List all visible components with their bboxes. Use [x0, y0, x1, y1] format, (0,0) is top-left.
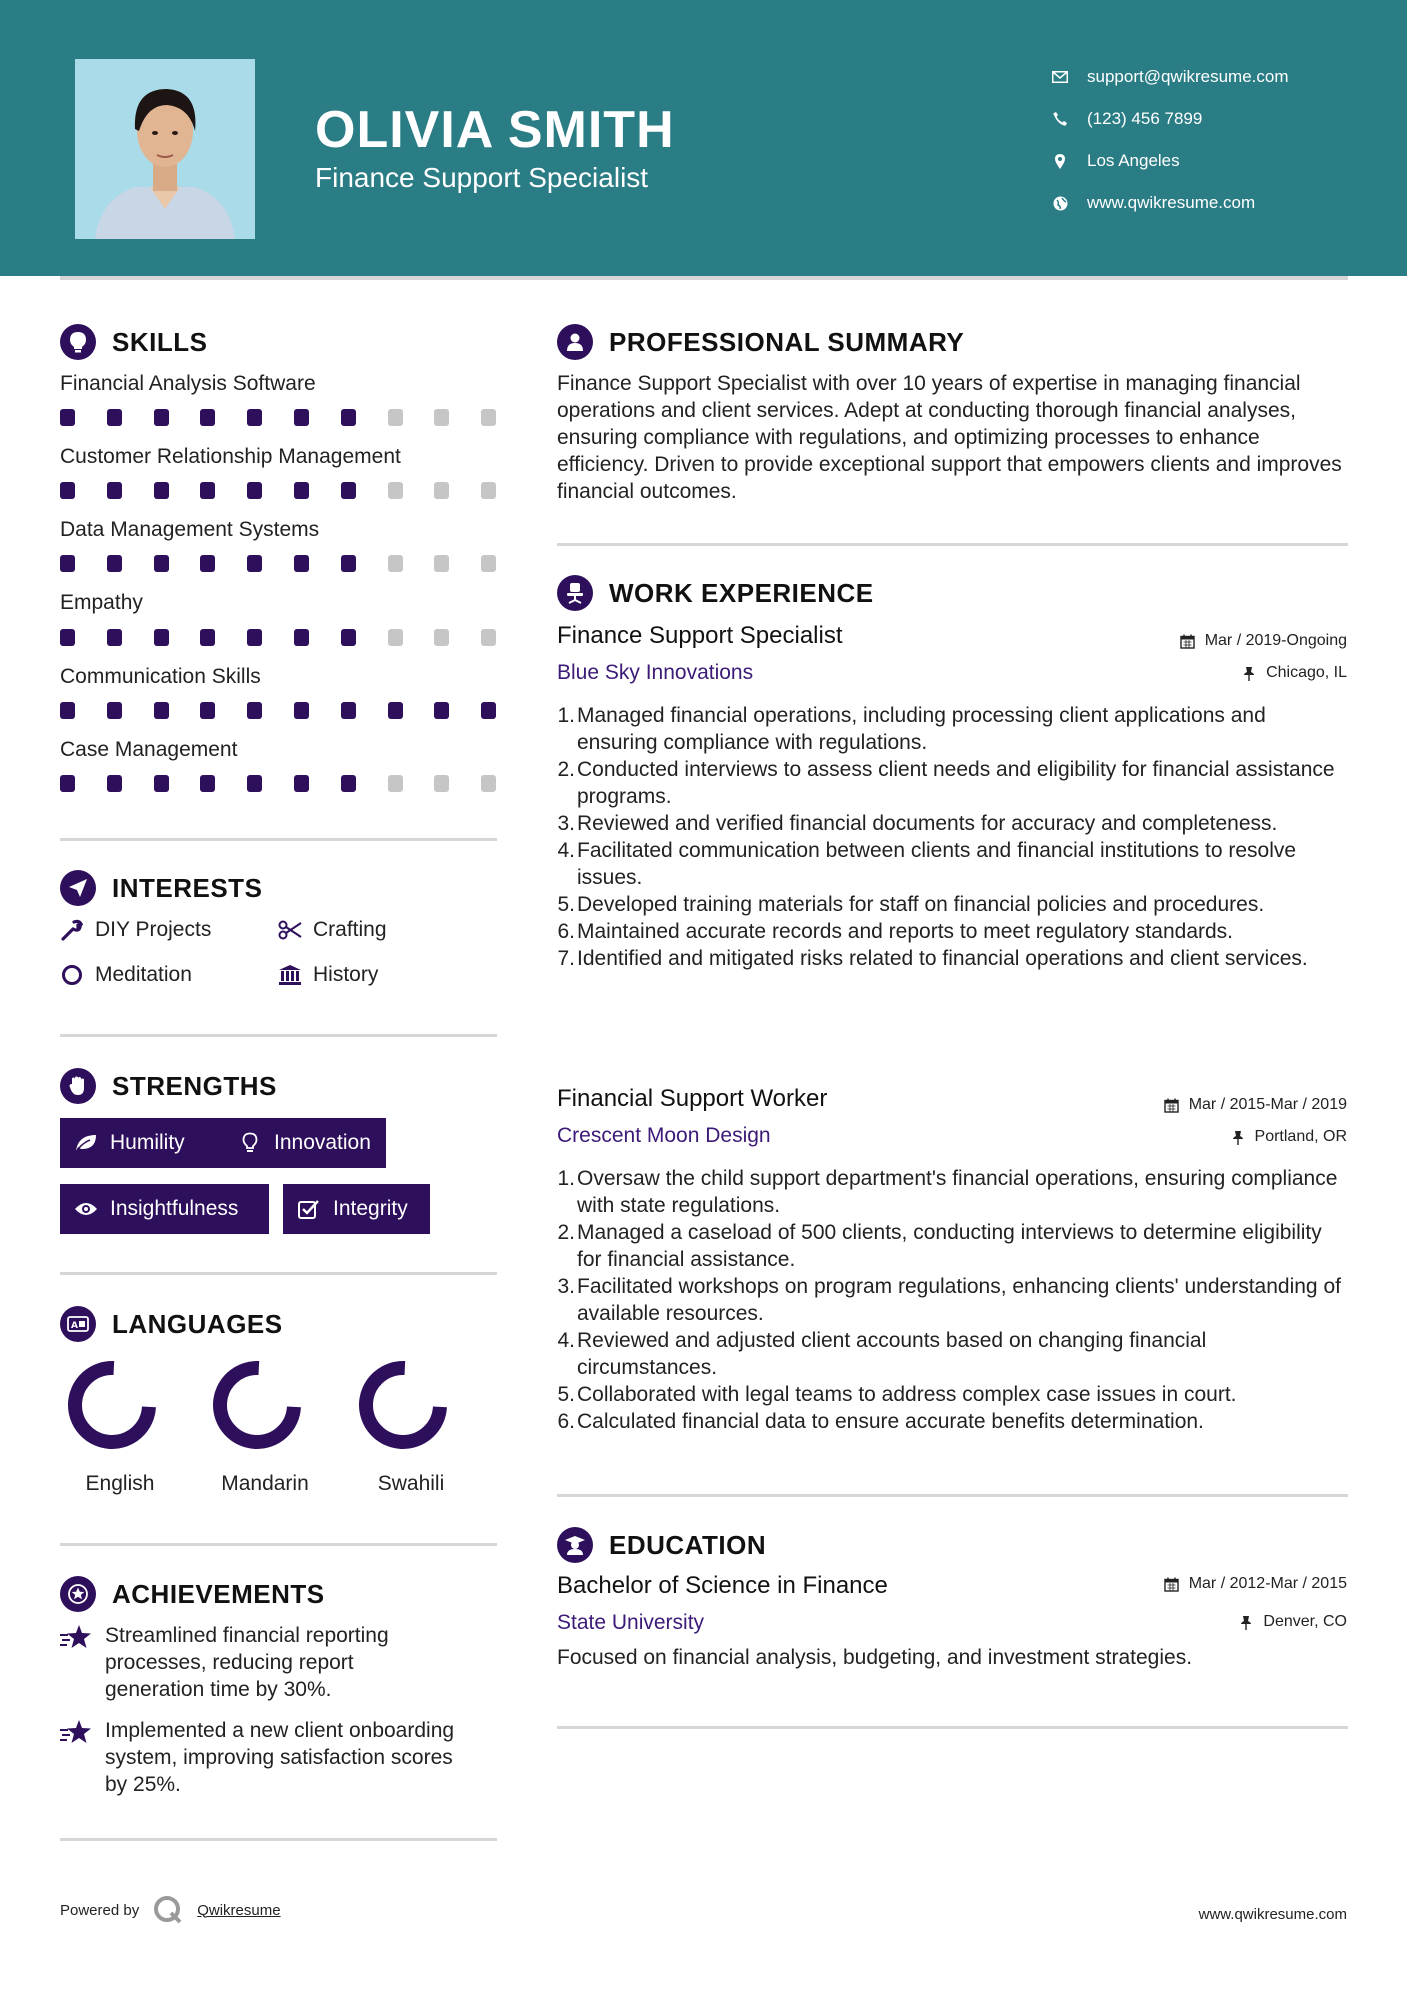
- duty-text: Reviewed and adjusted client accounts based on changing financial circumstances.: [577, 1329, 1207, 1379]
- skill-dot-filled: [247, 702, 262, 719]
- skill-dot-filled: [107, 555, 122, 572]
- section-divider: [60, 838, 497, 841]
- duty-item: [557, 945, 1347, 972]
- duty-number: 7.: [557, 947, 575, 970]
- skill-dot-filled: [247, 482, 262, 499]
- skill-dot-filled: [200, 482, 215, 499]
- duty-text: Identified and mitigated risks related to financial operations and client services.: [577, 947, 1308, 970]
- education-description: Focused on financial analysis, budgeting, and investment strategies.: [557, 1646, 1193, 1669]
- languages-title: LANGUAGES: [112, 1308, 283, 1339]
- degree-title: Bachelor of Science in Finance: [557, 1572, 888, 1599]
- job-duties: [557, 702, 1347, 972]
- interest-label: History: [313, 963, 379, 986]
- job-dates: [1164, 1096, 1347, 1114]
- duty-text: Developed training materials for staff on financial policies and procedures.: [577, 893, 1265, 916]
- duty-text: Facilitated communication between clients and financial institutions to resolve issues.: [577, 839, 1297, 889]
- skill-dot-filled: [154, 702, 169, 719]
- language-gauges: [60, 1352, 510, 1462]
- skill-dot-filled: [341, 409, 356, 426]
- skill-name: Financial Analysis Software: [60, 372, 316, 395]
- skill-dot-filled: [341, 775, 356, 792]
- strength-label: Innovation: [274, 1131, 371, 1154]
- duty-number: 6.: [557, 1410, 575, 1433]
- circle-icon: [60, 963, 84, 987]
- achievement-text: Streamlined financial reporting processes, reducing report generation time by 30%.: [105, 1624, 389, 1701]
- duty-item: [557, 702, 1347, 756]
- skill-dot-empty: [481, 555, 496, 572]
- strength-tag: [60, 1184, 269, 1234]
- section-divider: [60, 1838, 497, 1841]
- strength-label: Insightfulness: [110, 1197, 239, 1220]
- pushpin-icon: [1238, 1614, 1254, 1630]
- duty-number: 5.: [557, 893, 575, 916]
- skill-dot-filled: [154, 482, 169, 499]
- duty-number: 4.: [557, 1329, 575, 1352]
- interests-heading: [60, 870, 262, 906]
- education-location-text: Denver, CO: [1263, 1613, 1347, 1630]
- skill-dot-filled: [107, 775, 122, 792]
- skill-dot-filled: [200, 409, 215, 426]
- strength-label: Integrity: [333, 1197, 408, 1220]
- summary-title: PROFESSIONAL SUMMARY: [609, 326, 965, 357]
- skill-dot-filled: [341, 482, 356, 499]
- contact-location: [1050, 140, 1289, 182]
- duty-text: Collaborated with legal teams to address complex case issues in court.: [577, 1383, 1237, 1406]
- skill-dot-filled: [247, 555, 262, 572]
- skill-dot-filled: [341, 555, 356, 572]
- qwikresume-link[interactable]: Qwikresume: [197, 1901, 281, 1919]
- office-chair-icon: [557, 575, 593, 611]
- achievement-item: [60, 1622, 455, 1703]
- interest-item: [60, 918, 211, 942]
- skill-dots: [60, 409, 528, 426]
- qwikresume-logo-icon: [153, 1895, 183, 1925]
- experience-title: WORK EXPERIENCE: [609, 577, 874, 608]
- duty-item: [557, 891, 1347, 918]
- duty-number: 6.: [557, 920, 575, 943]
- skill-dot-filled: [247, 775, 262, 792]
- skill-dot-filled: [107, 629, 122, 646]
- skill-dot-empty: [388, 409, 403, 426]
- profile-photo: [75, 59, 255, 239]
- skill-dots: [60, 775, 528, 792]
- envelope-icon: [1050, 67, 1070, 87]
- duty-number: 5.: [557, 1383, 575, 1406]
- skill-dots: [60, 629, 528, 646]
- skill-dot-filled: [247, 409, 262, 426]
- contact-list: [1050, 56, 1289, 224]
- duty-text: Maintained accurate records and reports to meet regulatory standards.: [577, 920, 1234, 943]
- interests-title: INTERESTS: [112, 872, 263, 903]
- skill-dot-filled: [60, 629, 75, 646]
- job-dates-text: Mar / 2019-Ongoing: [1204, 632, 1347, 649]
- duty-item: [557, 1408, 1347, 1435]
- duty-number: 1.: [557, 704, 575, 727]
- strength-tag: [60, 1118, 248, 1168]
- skill-dot-filled: [60, 555, 75, 572]
- strength-tag: [224, 1118, 386, 1168]
- skill-dot-empty: [481, 629, 496, 646]
- skill-dot-filled: [60, 409, 75, 426]
- skill-dot-empty: [481, 482, 496, 499]
- job-dates-text: Mar / 2015-Mar / 2019: [1188, 1096, 1347, 1113]
- language-gauge-arc: [366, 1368, 440, 1442]
- paper-plane-icon: [60, 870, 96, 906]
- duty-text: Managed financial operations, including processing client applications and ensuring compliance with regulations.: [577, 704, 1266, 754]
- section-divider: [557, 543, 1348, 546]
- skill-name: Data Management Systems: [60, 518, 320, 541]
- language-gauge: [366, 1368, 440, 1442]
- languages-heading: [60, 1306, 283, 1342]
- language-gauge-arc: [75, 1368, 149, 1442]
- language-gauge: [220, 1368, 294, 1442]
- skill-dot-empty: [434, 775, 449, 792]
- graduate-icon: [557, 1527, 593, 1563]
- duty-text: Reviewed and verified financial documents for accuracy and completeness.: [577, 812, 1278, 835]
- globe-icon: [1050, 193, 1070, 213]
- footer-website[interactable]: www.qwikresume.com: [1198, 1906, 1347, 1923]
- shooting-star-icon: [60, 1717, 94, 1747]
- interest-item: [278, 918, 387, 942]
- candidate-role: Finance Support Specialist: [315, 162, 649, 193]
- strength-tag: [283, 1184, 430, 1234]
- skill-dot-filled: [388, 702, 403, 719]
- interest-item: [60, 963, 192, 987]
- duty-text: Conducted interviews to assess client needs and eligibility for financial assistance programs.: [577, 758, 1335, 808]
- job-dates: [1180, 632, 1347, 650]
- phone-icon: [1050, 109, 1070, 129]
- skill-dot-empty: [388, 482, 403, 499]
- skill-dot-empty: [481, 409, 496, 426]
- duty-text: Oversaw the child support department's financial operations, ensuring compliance with state regulations.: [577, 1167, 1338, 1217]
- job-duties: [557, 1165, 1347, 1435]
- language-card-icon: [60, 1306, 96, 1342]
- duty-number: 4.: [557, 839, 575, 862]
- header-divider: [60, 276, 1348, 280]
- company-name: Blue Sky Innovations: [557, 661, 754, 684]
- skills-title: SKILLS: [112, 326, 208, 357]
- skill-dot-filled: [107, 702, 122, 719]
- skill-dot-empty: [434, 409, 449, 426]
- wrench-icon: [60, 918, 84, 942]
- section-divider: [60, 1034, 497, 1037]
- language-gauge: [75, 1368, 149, 1442]
- scissors-icon: [278, 918, 302, 942]
- duty-number: 3.: [557, 1275, 575, 1298]
- experience-heading: [557, 575, 874, 611]
- skill-dot-empty: [434, 629, 449, 646]
- calendar-icon: [1164, 1097, 1180, 1113]
- achievements-title: ACHIEVEMENTS: [112, 1578, 325, 1609]
- section-divider: [557, 1494, 1348, 1497]
- skill-dot-filled: [154, 629, 169, 646]
- contact-phone-text: (123) 456 7899: [1087, 109, 1203, 128]
- skill-dots: [60, 482, 528, 499]
- lightbulb-icon: [238, 1131, 262, 1155]
- skill-dot-filled: [60, 775, 75, 792]
- strength-label: Humility: [110, 1131, 185, 1154]
- user-icon: [557, 324, 593, 360]
- skill-dot-filled: [107, 482, 122, 499]
- skill-dot-empty: [434, 555, 449, 572]
- skill-dot-filled: [481, 702, 496, 719]
- skill-dot-filled: [60, 482, 75, 499]
- footer-powered-by: [60, 1895, 281, 1925]
- skill-dot-filled: [154, 555, 169, 572]
- skill-dot-filled: [154, 775, 169, 792]
- duty-item: [557, 810, 1347, 837]
- skill-dot-filled: [341, 702, 356, 719]
- summary-text: Finance Support Specialist with over 10 years of expertise in managing financial operations and client services. Adept at conducting thorough financial analyses, ensuring compliance with regulations, and optimizing processes to enhance efficiency. Driven to provide exceptional support that empowers clients and improves financial outcomes.: [557, 372, 1342, 503]
- language-name: English: [85, 1472, 155, 1495]
- duty-item: [557, 756, 1347, 810]
- education-heading: [557, 1527, 766, 1563]
- skill-dot-filled: [294, 629, 309, 646]
- resume-header: [0, 0, 1407, 276]
- duty-number: 2.: [557, 758, 575, 781]
- education-dates: [1164, 1575, 1347, 1593]
- calendar-icon: [1164, 1576, 1180, 1592]
- skill-name: Communication Skills: [60, 665, 261, 688]
- education-dates-text: Mar / 2012-Mar / 2015: [1188, 1575, 1347, 1592]
- job-title: Financial Support Worker: [557, 1085, 828, 1112]
- language-name: Swahili: [377, 1472, 445, 1495]
- interest-label: Meditation: [95, 963, 192, 986]
- contact-email-text: support@qwikresume.com: [1087, 67, 1289, 86]
- skill-dot-empty: [481, 775, 496, 792]
- duty-text: Calculated financial data to ensure accurate benefits determination.: [577, 1410, 1204, 1433]
- contact-location-text: Los Angeles: [1087, 151, 1180, 170]
- shooting-star-icon: [60, 1622, 94, 1652]
- skills-heading: [60, 324, 207, 360]
- skill-dots: [60, 702, 528, 719]
- achievement-text: Implemented a new client onboarding system, improving satisfaction scores by 25%.: [105, 1719, 455, 1796]
- language-name: Mandarin: [221, 1472, 309, 1495]
- duty-text: Managed a caseload of 500 clients, conducting interviews to determine eligibility for financial assistance.: [577, 1221, 1322, 1271]
- strengths-heading: [60, 1068, 277, 1104]
- star-badge-icon: [60, 1576, 96, 1612]
- duty-item: [557, 1165, 1347, 1219]
- achievement-item: [60, 1717, 455, 1798]
- school-name: State University: [557, 1611, 705, 1634]
- strengths-title: STRENGTHS: [112, 1070, 277, 1101]
- leaf-icon: [74, 1131, 98, 1155]
- duty-item: [557, 1219, 1347, 1273]
- calendar-icon: [1180, 633, 1196, 649]
- skill-dot-filled: [60, 702, 75, 719]
- duty-number: 2.: [557, 1221, 575, 1244]
- museum-icon: [278, 963, 302, 987]
- skill-dot-filled: [294, 409, 309, 426]
- contact-website[interactable]: [1050, 182, 1289, 224]
- skill-dot-filled: [294, 702, 309, 719]
- duty-number: 3.: [557, 812, 575, 835]
- checkbox-icon: [297, 1197, 321, 1221]
- skill-name: Case Management: [60, 738, 238, 761]
- section-divider: [60, 1543, 497, 1546]
- interest-label: DIY Projects: [95, 918, 212, 941]
- powered-by-text: Powered by: [60, 1901, 140, 1919]
- skill-dot-filled: [294, 775, 309, 792]
- job-location: [1230, 1128, 1347, 1146]
- achievements-heading: [60, 1576, 325, 1612]
- job-location-text: Portland, OR: [1254, 1128, 1347, 1145]
- location-pin-icon: [1050, 151, 1070, 171]
- section-divider: [60, 1272, 497, 1275]
- duty-item: [557, 837, 1347, 891]
- skill-dot-filled: [294, 482, 309, 499]
- summary-heading: [557, 324, 964, 360]
- pushpin-icon: [1230, 1129, 1246, 1145]
- pushpin-icon: [1241, 665, 1257, 681]
- candidate-name: OLIVIA SMITH: [315, 101, 675, 159]
- skill-dot-filled: [154, 409, 169, 426]
- education-location: [1238, 1613, 1347, 1631]
- hand-icon: [60, 1068, 96, 1104]
- skill-dot-filled: [434, 702, 449, 719]
- interest-item: [278, 963, 378, 987]
- skill-dot-filled: [200, 702, 215, 719]
- lightbulb-icon: [60, 324, 96, 360]
- skill-dot-filled: [341, 629, 356, 646]
- skill-dot-filled: [200, 775, 215, 792]
- contact-phone[interactable]: [1050, 98, 1289, 140]
- skill-name: Empathy: [60, 591, 143, 614]
- duty-item: [557, 1327, 1347, 1381]
- contact-email[interactable]: [1050, 56, 1289, 98]
- svg-text:A: A: [71, 1321, 78, 1331]
- interest-label: Crafting: [313, 918, 387, 941]
- skill-dot-filled: [200, 555, 215, 572]
- skill-dot-empty: [434, 482, 449, 499]
- duty-item: [557, 1381, 1347, 1408]
- job-location-text: Chicago, IL: [1266, 664, 1347, 681]
- job-location: [1241, 664, 1347, 682]
- skill-dot-filled: [107, 409, 122, 426]
- duty-number: 1.: [557, 1167, 575, 1190]
- skill-dot-filled: [294, 555, 309, 572]
- language-gauge-arc: [220, 1368, 294, 1442]
- skill-dot-empty: [388, 629, 403, 646]
- skill-dot-empty: [388, 555, 403, 572]
- duty-text: Facilitated workshops on program regulations, enhancing clients' understanding of available resources.: [577, 1275, 1341, 1325]
- education-title: EDUCATION: [609, 1529, 767, 1560]
- job-title: Finance Support Specialist: [557, 622, 843, 649]
- skill-dot-filled: [247, 629, 262, 646]
- eye-icon: [74, 1197, 98, 1221]
- company-name: Crescent Moon Design: [557, 1124, 771, 1147]
- section-divider: [557, 1726, 1348, 1729]
- skill-name: Customer Relationship Management: [60, 445, 401, 468]
- skill-dots: [60, 555, 528, 572]
- contact-website-text: www.qwikresume.com: [1087, 193, 1256, 212]
- duty-item: [557, 1273, 1347, 1327]
- skill-dot-filled: [200, 629, 215, 646]
- duty-item: [557, 918, 1347, 945]
- skill-dot-empty: [388, 775, 403, 792]
